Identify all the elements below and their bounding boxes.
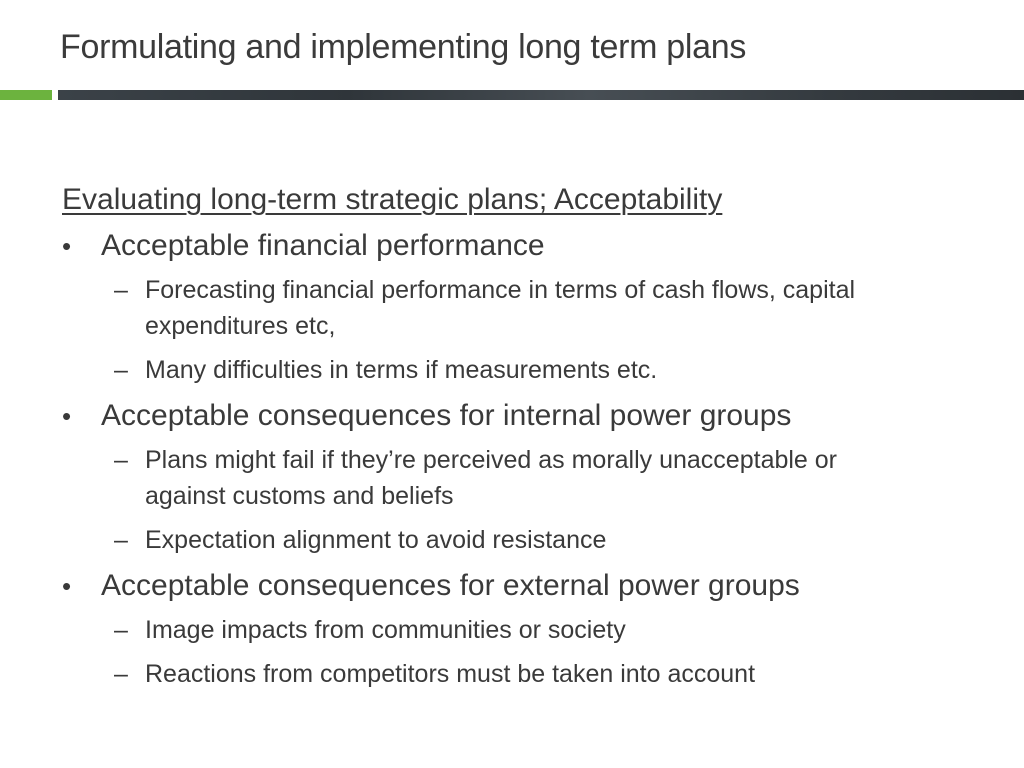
dash-marker: – bbox=[114, 660, 128, 688]
sub-bullet-item bbox=[62, 522, 962, 558]
slide-content bbox=[62, 180, 962, 700]
bullet-marker: • bbox=[62, 401, 72, 431]
sub-bullet-item bbox=[62, 352, 962, 388]
sub-bullet-item bbox=[62, 442, 962, 514]
sub-bullet-text: Plans might fail if they’re perceived as morally unacceptable or against customs and beliefs bbox=[145, 446, 838, 510]
sub-bullet-item bbox=[62, 656, 962, 692]
bullet-item bbox=[62, 226, 962, 266]
bullet-text: Acceptable financial performance bbox=[101, 229, 545, 262]
title-accent-bar-green bbox=[0, 90, 52, 100]
bullet-item bbox=[62, 566, 962, 606]
bullet-marker: • bbox=[62, 571, 72, 601]
title-accent-bar-dark bbox=[58, 90, 1024, 100]
dash-marker: – bbox=[114, 526, 128, 554]
dash-marker: – bbox=[114, 276, 128, 304]
bullet-text: Acceptable consequences for internal power groups bbox=[101, 399, 792, 432]
sub-bullet-text: Expectation alignment to avoid resistance bbox=[145, 526, 607, 554]
bullet-item bbox=[62, 396, 962, 436]
dash-marker: – bbox=[114, 356, 128, 384]
sub-bullet-text: Image impacts from communities or society bbox=[145, 616, 626, 644]
sub-bullet-text: Reactions from competitors must be taken into account bbox=[145, 660, 756, 688]
bullet-text: Acceptable consequences for external power groups bbox=[101, 569, 800, 602]
sub-bullet-item bbox=[62, 612, 962, 648]
sub-bullet-item bbox=[62, 272, 962, 344]
sub-bullet-text: Many difficulties in terms if measurements etc. bbox=[145, 356, 658, 384]
bullet-marker: • bbox=[62, 231, 72, 261]
dash-marker: – bbox=[114, 616, 128, 644]
slide-title: Formulating and implementing long term plans bbox=[60, 28, 747, 66]
section-heading: Evaluating long-term strategic plans; Acceptability bbox=[62, 183, 723, 216]
sub-bullet-text: Forecasting financial performance in terms of cash flows, capital expenditures etc, bbox=[145, 276, 856, 340]
dash-marker: – bbox=[114, 446, 128, 474]
